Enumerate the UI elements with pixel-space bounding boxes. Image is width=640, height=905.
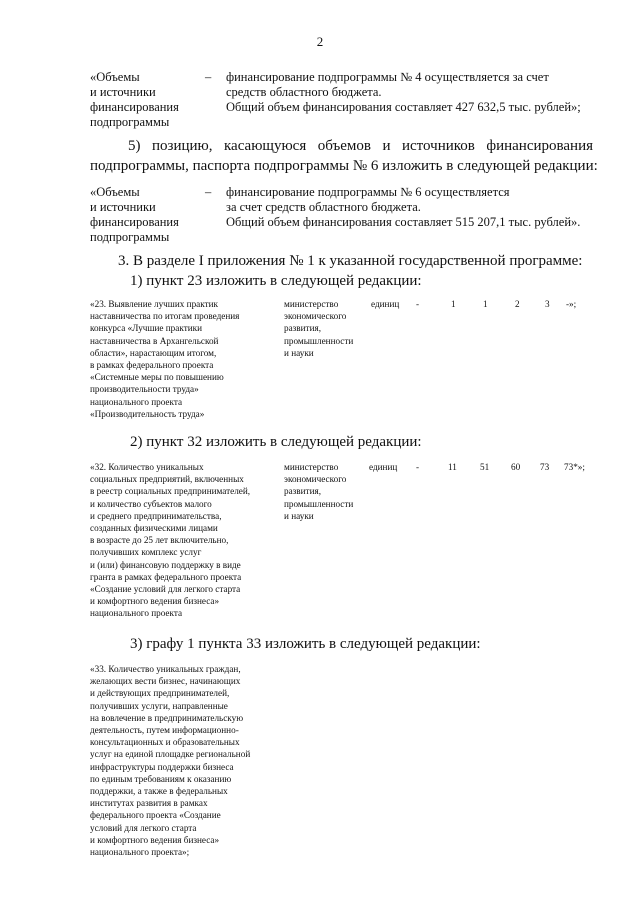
block6-label-line: «Объемы <box>90 185 140 199</box>
page-number: 2 <box>316 34 324 49</box>
row33-desc-line: на вовлечение в предпринимательскую <box>90 712 244 723</box>
row23-desc-line: «23. Выявление лучших практик <box>90 299 218 309</box>
item5-line2: подпрограммы, паспорта подпрограммы № 6 изложить в следующей редакции: <box>90 158 598 174</box>
row23-description <box>90 298 239 420</box>
row33-desc-line: федерального проекта «Создание <box>90 810 221 821</box>
row33-desc-line: услуг на единой площадке региональной <box>90 749 251 760</box>
block6-text-line: финансирование подпрограммы № 6 осуществляется <box>226 185 510 199</box>
row32-desc-line: и количество субъектов малого <box>90 498 212 509</box>
row23-desc-line: производительности труда» <box>90 384 199 395</box>
row32-desc-line: национального проекта <box>90 608 183 619</box>
block6-label-line: и источники <box>90 200 156 214</box>
row23-ministry-line: развития, <box>284 323 322 334</box>
row32-ministry-line: экономического <box>284 474 347 485</box>
row23-dash: - <box>416 299 420 309</box>
row32-desc-line: в реестр социальных предпринимателей, <box>90 486 251 497</box>
row32-desc-line: и (или) финансовую поддержку в виде <box>90 559 241 570</box>
row23-value-1: 1 <box>451 299 456 309</box>
row32-value-3: 60 <box>511 462 521 472</box>
row32-desc-line: «32. Количество уникальных <box>90 462 204 472</box>
row23-ministry-line: промышленности <box>284 335 354 346</box>
row32-end: 73*»; <box>564 462 585 472</box>
row32-desc-line: созданных физическими лицами <box>90 523 218 534</box>
block4-label-line: и источники <box>90 85 156 99</box>
row32-ministry <box>284 461 353 522</box>
row32-description <box>90 461 250 620</box>
row33-desc-line: получивших услуги, направленные <box>90 700 228 711</box>
block4-label-line: «Объемы <box>90 70 140 84</box>
row23-desc-line: «Производительность труда» <box>90 408 205 419</box>
row23-ministry-line: экономического <box>284 311 347 322</box>
row23-desc-line: наставничества в Архангельской <box>90 335 219 346</box>
block4-label <box>90 70 179 130</box>
row33-desc-line: консультационных и образовательных <box>90 737 240 748</box>
block4-text-line: финансирование подпрограммы № 4 осуществляется за счет <box>226 70 549 84</box>
row32-desc-line: получивших комплекс услуг <box>90 547 202 558</box>
row32-desc-line: и комфортного ведения бизнеса» <box>90 596 220 607</box>
row23-desc-line: «Системные меры по повышению <box>90 372 224 383</box>
block6-text-line: за счет средств областного бюджета. <box>226 200 421 214</box>
row23-desc-line: национального проекта <box>90 396 183 407</box>
row33-desc-line: поддержки, а также в федеральных <box>90 786 228 797</box>
block4-text-line: Общий объем финансирования составляет 427 632,5 тыс. рублей»; <box>226 100 581 114</box>
row32-ministry-line: промышленности <box>284 498 354 509</box>
item2-heading: 2) пункт 32 изложить в следующей редакции: <box>130 434 422 450</box>
block4-label-line: подпрограммы <box>90 115 170 129</box>
row32-desc-line: и среднего предпринимательства, <box>90 510 222 521</box>
row33-desc-line: инфраструктуры поддержки бизнеса <box>90 761 234 772</box>
row32-desc-line: «Создание условий для легкого старта <box>90 584 241 595</box>
row32-ministry-line: и науки <box>284 510 314 521</box>
row33-desc-line: по единым требованиям к оказанию <box>90 773 232 784</box>
row32-value-1: 11 <box>448 462 457 472</box>
row33-desc-line: «33. Количество уникальных граждан, <box>90 664 241 674</box>
item5-line1: 5) позицию, касающуюся объемов и источников финансирования <box>128 138 593 154</box>
item3-heading: 3) графу 1 пункта 33 изложить в следующей редакции: <box>130 636 481 652</box>
block6-text-line: Общий объем финансирования составляет 515 207,1 тыс. рублей». <box>226 215 581 229</box>
block4-text-line: средств областного бюджета. <box>226 85 382 99</box>
row33-desc-line: институтах развития в рамках <box>90 798 208 809</box>
row32-desc-line: социальных предприятий, включенных <box>90 474 244 485</box>
row23-ministry-line: и науки <box>284 347 314 358</box>
row32-value-2: 51 <box>480 462 490 472</box>
block4-label-line: финансирования <box>90 100 179 114</box>
row23-value-2: 1 <box>483 299 488 309</box>
row23-desc-line: в рамках федерального проекта <box>90 360 214 371</box>
row23-desc-line: области», нарастающим итогом, <box>90 347 217 358</box>
section3-line1: 3. В разделе I приложения № 1 к указанной государственной программе: <box>118 253 583 269</box>
row23-unit: единиц <box>371 299 400 309</box>
row23-ministry <box>284 298 353 359</box>
row33-description <box>90 663 250 858</box>
row23-desc-line: конкурса «Лучшие практики <box>90 323 203 334</box>
row33-desc-line: и комфортного ведения бизнеса» <box>90 834 220 845</box>
row32-desc-line: гранта в рамках федерального проекта <box>90 571 242 582</box>
row23-value-3: 2 <box>515 299 520 309</box>
row23-value-4: 3 <box>545 299 550 309</box>
block6-label-line: подпрограммы <box>90 230 170 244</box>
row23-ministry-line: министерство <box>284 299 339 309</box>
row33-desc-line: национального проекта»; <box>90 847 190 858</box>
block6-dash: – <box>205 185 212 199</box>
row32-unit: единиц <box>369 462 398 472</box>
row32-value-4: 73 <box>540 462 550 472</box>
block6-label-line: финансирования <box>90 215 179 229</box>
row23-desc-line: наставничества по итогам проведения <box>90 311 240 322</box>
block6-label <box>90 185 179 245</box>
row23-end: -»; <box>566 299 577 309</box>
row32-ministry-line: министерство <box>284 462 339 472</box>
row32-ministry-line: развития, <box>284 486 322 497</box>
section3-line2: 1) пункт 23 изложить в следующей редакции: <box>130 273 422 289</box>
row33-desc-line: деятельность, путем информационно- <box>90 725 239 736</box>
row33-desc-line: желающих вести бизнес, начинающих <box>90 676 241 687</box>
block6-text <box>226 185 580 230</box>
row33-desc-line: условий для легкого старта <box>90 822 197 833</box>
row32-dash: - <box>416 462 420 472</box>
block4-text <box>226 70 581 115</box>
block4-dash: – <box>205 70 212 84</box>
row33-desc-line: и действующих предпринимателей, <box>90 688 230 699</box>
row32-desc-line: в возрасте до 25 лет включительно, <box>90 535 229 546</box>
